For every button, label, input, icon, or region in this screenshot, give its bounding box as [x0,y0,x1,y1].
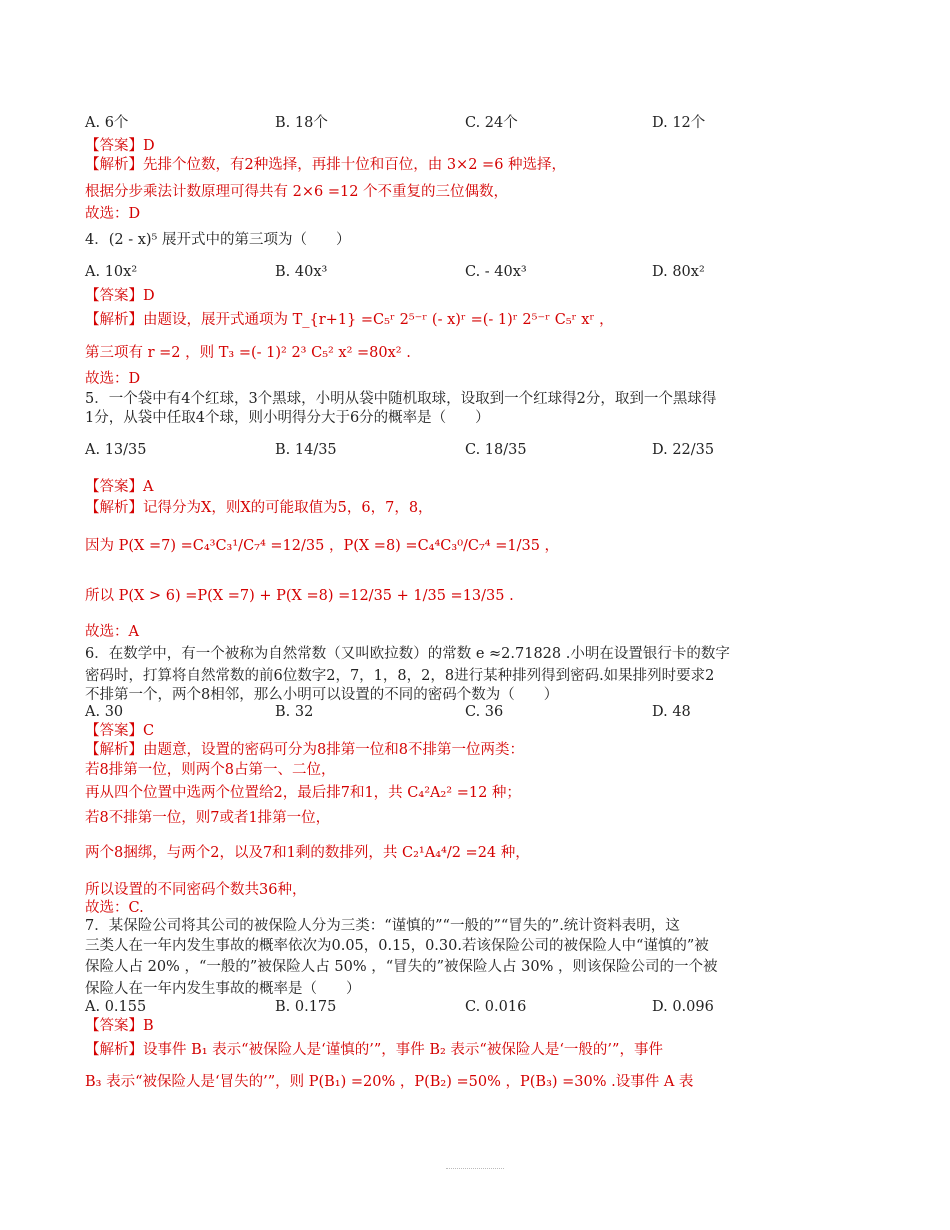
q4-option-a: A. 10x² [85,264,138,280]
q7-option-c: C. 0.016 [465,999,527,1015]
q6-option-b: B. 32 [275,704,314,720]
q6-option-c: C. 36 [465,704,504,720]
q4-analysis-1: 【解析】由题设，展开式通项为 T_{r+1} =C₅ʳ 2⁵⁻ʳ (- x)ʳ =(- 1)ʳ 2⁵⁻ʳ C₅ʳ xʳ ， [85,312,614,328]
q5-conclusion: 故选：A [85,624,139,640]
q3-analysis-2: 根据分步乘法计数原理可得共有 2×6 =12 个不重复的三位偶数， [85,184,509,200]
q7-answer: 【答案】B [85,1018,154,1034]
q5-option-d: D. 22/35 [652,442,715,458]
q6-stem-1: 6．在数学中，有一个被称为自然常数（又叫欧拉数）的常数 e ≈2.71828 .小明在设置银行卡的数字 [85,646,730,662]
q5-option-b: B. 14/35 [275,442,337,458]
q3-answer: 【答案】D [85,138,155,154]
q6-option-d: D. 48 [652,704,691,720]
q3-option-d: D. 12个 [652,115,706,131]
q4-conclusion: 故选：D [85,371,141,387]
q7-stem-4: 保险人在一年内发生事故的概率是（ ） [85,981,361,997]
q5-option-a: A. 13/35 [85,442,147,458]
q5-analysis-3: 所以 P(X > 6) =P(X =7) + P(X =8) =12/35 + 1/35 =13/35 . [85,588,514,604]
q7-option-d: D. 0.096 [652,999,714,1015]
q6-analysis-6: 所以设置的不同密码个数共36种， [85,882,307,898]
q3-option-c: C. 24个 [465,115,518,131]
q3-analysis-1: 【解析】先排个位数，有2种选择，再排十位和百位，由 3×2 =6 种选择， [85,157,567,173]
q7-analysis-1: 【解析】设事件 B₁ 表示“被保险人是‘谨慎的’”，事件 B₂ 表示“被保险人是‘一般的’”，事件 [85,1042,663,1058]
q4-option-b: B. 40x³ [275,264,328,280]
q5-analysis-1: 【解析】记得分为X，则X的可能取值为5，6，7，8， [85,500,433,516]
q4-analysis-2: 第三项有 r =2 ，则 T₃ =(- 1)² 2³ C₅² x² =80x² . [85,345,411,361]
q6-stem-2: 密码时，打算将自然常数的前6位数字2，7，1，8，2，8进行某种排列得到密码.如果排列时要求2 [85,668,715,684]
q7-option-a: A. 0.155 [85,999,147,1015]
q6-analysis-5: 两个8捆绑，与两个2，以及7和1剩的数排列，共 C₂¹A₄⁴/2 =24 种， [85,845,530,861]
q4-option-d: D. 80x² [652,264,705,280]
q7-option-b: B. 0.175 [275,999,337,1015]
q4-stem: 4．(2 - x)⁵ 展开式中的第三项为（ ） [85,232,351,248]
q6-answer: 【答案】C [85,723,155,739]
page-footer-mark [446,1168,504,1171]
q6-analysis-3: 再从四个位置中选两个位置给2，最后排7和1，共 C₄²A₂² =12 种； [85,785,521,801]
q7-analysis-2: B₃ 表示“被保险人是‘冒失的’”，则 P(B₁) =20% ，P(B₂) =50% ，P(B₃) =30% .设事件 A 表 [85,1074,694,1090]
q3-option-a: A. 6个 [85,115,129,131]
q3-conclusion: 故选：D [85,206,141,222]
q5-answer: 【答案】A [85,479,154,495]
q7-stem-1: 7．某保险公司将其公司的被保险人分为三类：“谨慎的”“一般的”“冒失的”.统计资料表明，这 [85,918,680,934]
q7-stem-2: 三类人在一年内发生事故的概率依次为0.05，0.15，0.30.若该保险公司的被保险人中“谨慎的”被 [85,938,709,954]
q4-option-c: C. - 40x³ [465,264,527,280]
q6-analysis-2: 若8排第一位，则两个8占第一、二位， [85,762,336,778]
q3-option-b: B. 18个 [275,115,328,131]
q5-analysis-2: 因为 P(X =7) =C₄³C₃¹/C₇⁴ =12/35 ，P(X =8) =C₄⁴C₃⁰/C₇⁴ =1/35 ， [85,538,560,554]
q5-stem-1: 5．一个袋中有4个红球，3个黑球，小明从袋中随机取球，设取到一个红球得2分，取到一个黑球得 [85,391,717,407]
q6-analysis-1: 【解析】由题意，设置的密码可分为8排第一位和8不排第一位两类： [85,742,524,758]
q5-stem-2: 1分，从袋中任取4个球，则小明得分大于6分的概率是（ ） [85,410,490,426]
q6-stem-3: 不排第一个，两个8相邻，那么小明可以设置的不同的密码个数为（ ） [85,687,559,703]
q4-answer: 【答案】D [85,288,155,304]
q5-option-c: C. 18/35 [465,442,527,458]
q6-analysis-4: 若8不排第一位，则7或者1排第一位， [85,810,331,826]
q6-conclusion: 故选：C. [85,900,144,916]
q6-option-a: A. 30 [85,704,124,720]
q7-stem-3: 保险人占 20% ，“一般的”被保险人占 50% ，“冒失的”被保险人占 30% ，则该保险公司的一个被 [85,959,718,975]
